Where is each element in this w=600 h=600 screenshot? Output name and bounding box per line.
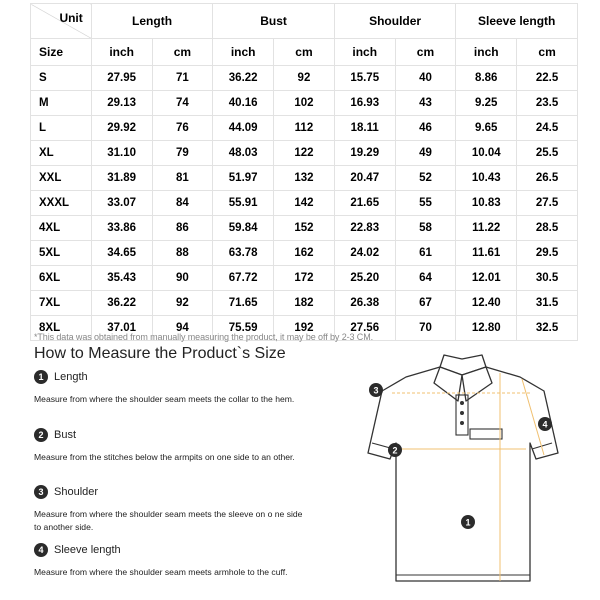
measurement-cell: 28.5 [517, 216, 578, 241]
step-sleeve-length [34, 543, 304, 579]
step-title: Sleeve length [54, 544, 121, 556]
measurement-cell: 76 [152, 116, 213, 141]
button [460, 401, 464, 405]
table-header-row [31, 4, 578, 39]
measurement-cell: 75.59 [213, 316, 274, 341]
step-title: Length [54, 371, 88, 383]
table-row [31, 141, 578, 166]
measurement-cell: 12.40 [456, 291, 517, 316]
measurement-cell: 11.22 [456, 216, 517, 241]
size-cell [31, 266, 92, 291]
subunit-header: inch [91, 39, 152, 66]
measurement-cell: 29.13 [91, 91, 152, 116]
measurement-cell: 24.5 [517, 116, 578, 141]
size-header: Size [39, 45, 64, 59]
measurement-cell: 30.5 [517, 266, 578, 291]
size-label: 5XL [39, 247, 61, 259]
measurement-cell: 27.5 [517, 191, 578, 216]
measurement-cell: 26.5 [517, 166, 578, 191]
button [460, 421, 464, 425]
group-header-length: Length [91, 4, 213, 39]
how-to-measure-heading: How to Measure the Product`s Size [34, 345, 286, 362]
measurement-cell: 22.83 [334, 216, 395, 241]
measurement-cell: 49 [395, 141, 456, 166]
size-label: L [39, 122, 47, 134]
measurement-cell: 44.09 [213, 116, 274, 141]
size-label: S [39, 72, 47, 84]
measurement-cell: 22.5 [517, 66, 578, 91]
measurement-cell: 88 [152, 241, 213, 266]
marker-label: 3 [373, 385, 379, 396]
measurement-note: *This data was obtained from manually measuring the product, it may be off by 2-3 CM. [34, 332, 374, 342]
size-label: 7XL [39, 297, 61, 309]
size-cell [31, 116, 92, 141]
measurement-cell: 20.47 [334, 166, 395, 191]
subunit-header: inch [334, 39, 395, 66]
table-row [31, 116, 578, 141]
measurement-cell: 35.43 [91, 266, 152, 291]
size-cell [31, 66, 92, 91]
measurement-cell: 33.86 [91, 216, 152, 241]
step-description: Measure from where the shoulder seam meets armhole to the cuff. [34, 567, 288, 577]
measurement-cell: 10.43 [456, 166, 517, 191]
step-title: Shoulder [54, 486, 99, 498]
group-header-sleeve-length: Sleeve length [456, 4, 578, 39]
marker-label: 4 [542, 419, 548, 430]
step-title-row [34, 370, 304, 384]
size-cell [31, 216, 92, 241]
measurement-cell: 21.65 [334, 191, 395, 216]
measurement-cell: 19.29 [334, 141, 395, 166]
marker-4 [538, 417, 552, 431]
polo-shirt-diagram [362, 345, 562, 590]
step-number-badge: 1 [34, 370, 48, 384]
measurement-cell: 74 [152, 91, 213, 116]
measurement-cell: 71 [152, 66, 213, 91]
size-label: XXL [39, 172, 62, 184]
unit-header: Unit [59, 11, 83, 25]
measurement-cell: 10.83 [456, 191, 517, 216]
subunit-header: cm [395, 39, 456, 66]
unit-size-header-cell [31, 4, 92, 39]
step-title-row [34, 543, 304, 557]
measurement-cell: 52 [395, 166, 456, 191]
marker-label: 1 [465, 517, 471, 528]
marker-3 [369, 383, 383, 397]
subunit-header: inch [213, 39, 274, 66]
measurement-cell: 25.5 [517, 141, 578, 166]
measurement-cell: 31.89 [91, 166, 152, 191]
step-title-row [34, 428, 304, 442]
size-label: M [39, 97, 49, 109]
measurement-cell: 43 [395, 91, 456, 116]
table-row [31, 216, 578, 241]
marker-1 [461, 515, 475, 529]
measurement-cell: 46 [395, 116, 456, 141]
table-row [31, 291, 578, 316]
size-cell [31, 91, 92, 116]
measurement-cell: 67 [395, 291, 456, 316]
measurement-cell: 40.16 [213, 91, 274, 116]
measurement-cell: 192 [274, 316, 335, 341]
size-cell [31, 291, 92, 316]
measurement-cell: 36.22 [91, 291, 152, 316]
step-length [34, 370, 304, 406]
measurement-cell: 172 [274, 266, 335, 291]
measurement-cell: 48.03 [213, 141, 274, 166]
measurement-cell: 29.5 [517, 241, 578, 266]
measurement-cell: 40 [395, 66, 456, 91]
measurement-cell: 11.61 [456, 241, 517, 266]
measurement-cell: 90 [152, 266, 213, 291]
measurement-cell: 55.91 [213, 191, 274, 216]
marker-label: 2 [392, 445, 398, 456]
subunit-header: cm [274, 39, 335, 66]
subunit-header: cm [152, 39, 213, 66]
measurement-cell: 36.22 [213, 66, 274, 91]
measurement-cell: 71.65 [213, 291, 274, 316]
measurement-cell: 8.86 [456, 66, 517, 91]
size-cell [31, 166, 92, 191]
table-row [31, 241, 578, 266]
step-shoulder [34, 485, 304, 534]
measurement-cell: 122 [274, 141, 335, 166]
table-row [31, 191, 578, 216]
measurement-cell: 9.25 [456, 91, 517, 116]
step-description: Measure from the stitches below the armpits on one side to an other. [34, 452, 295, 462]
measurement-cell: 92 [152, 291, 213, 316]
measurement-cell: 15.75 [334, 66, 395, 91]
measurement-cell: 102 [274, 91, 335, 116]
table-row [31, 91, 578, 116]
measurement-cell: 23.5 [517, 91, 578, 116]
measurement-cell: 33.07 [91, 191, 152, 216]
table-row [31, 266, 578, 291]
measurement-cell: 142 [274, 191, 335, 216]
step-description: Measure from where the shoulder seam meets the sleeve on o ne side to another side. [34, 509, 303, 532]
size-cell [31, 191, 92, 216]
measurement-cell: 51.97 [213, 166, 274, 191]
group-header-shoulder: Shoulder [334, 4, 456, 39]
measurement-cell: 12.01 [456, 266, 517, 291]
measurement-cell: 27.95 [91, 66, 152, 91]
measurement-cell: 79 [152, 141, 213, 166]
measurement-cell: 58 [395, 216, 456, 241]
group-header-bust: Bust [213, 4, 335, 39]
measurement-cell: 32.5 [517, 316, 578, 341]
subunit-header: cm [517, 39, 578, 66]
measurement-cell: 12.80 [456, 316, 517, 341]
measurement-cell: 59.84 [213, 216, 274, 241]
button [460, 411, 464, 415]
measurement-cell: 27.56 [334, 316, 395, 341]
measurement-cell: 92 [274, 66, 335, 91]
measurement-cell: 94 [152, 316, 213, 341]
size-label: XL [39, 147, 54, 159]
size-label: 4XL [39, 222, 61, 234]
measurement-cell: 81 [152, 166, 213, 191]
measurement-cell: 162 [274, 241, 335, 266]
measurement-cell: 31.10 [91, 141, 152, 166]
measurement-cell: 64 [395, 266, 456, 291]
step-number-badge: 4 [34, 543, 48, 557]
measurement-cell: 61 [395, 241, 456, 266]
measurement-cell: 31.5 [517, 291, 578, 316]
measurement-cell: 182 [274, 291, 335, 316]
measurement-cell: 25.20 [334, 266, 395, 291]
measurement-cell: 29.92 [91, 116, 152, 141]
size-header-cell [31, 39, 92, 66]
measurement-cell: 10.04 [456, 141, 517, 166]
subunit-header: inch [456, 39, 517, 66]
size-label: 8XL [39, 322, 61, 334]
measurement-cell: 86 [152, 216, 213, 241]
measurement-cell: 16.93 [334, 91, 395, 116]
step-description: Measure from where the shoulder seam meets the collar to the hem. [34, 394, 295, 404]
measurement-cell: 70 [395, 316, 456, 341]
step-title-row [34, 485, 304, 499]
size-chart-table [30, 3, 578, 341]
step-number-badge: 3 [34, 485, 48, 499]
step-bust [34, 428, 304, 464]
measurement-cell: 112 [274, 116, 335, 141]
measurement-cell: 132 [274, 166, 335, 191]
measurement-cell: 18.11 [334, 116, 395, 141]
measurement-cell: 37.01 [91, 316, 152, 341]
size-cell [31, 241, 92, 266]
measurement-cell: 9.65 [456, 116, 517, 141]
measurement-cell: 26.38 [334, 291, 395, 316]
shirt-body [368, 367, 558, 581]
size-cell [31, 141, 92, 166]
size-label: 6XL [39, 272, 61, 284]
marker-2 [388, 443, 402, 457]
table-subheader-row [31, 39, 578, 66]
step-title: Bust [54, 429, 77, 441]
size-label: XXXL [39, 197, 70, 209]
measurement-cell: 84 [152, 191, 213, 216]
measurement-cell: 34.65 [91, 241, 152, 266]
measurement-cell: 24.02 [334, 241, 395, 266]
table-row [31, 166, 578, 191]
measurement-cell: 63.78 [213, 241, 274, 266]
step-number-badge: 2 [34, 428, 48, 442]
measurement-cell: 55 [395, 191, 456, 216]
table-row [31, 66, 578, 91]
measurement-cell: 152 [274, 216, 335, 241]
measurement-cell: 67.72 [213, 266, 274, 291]
